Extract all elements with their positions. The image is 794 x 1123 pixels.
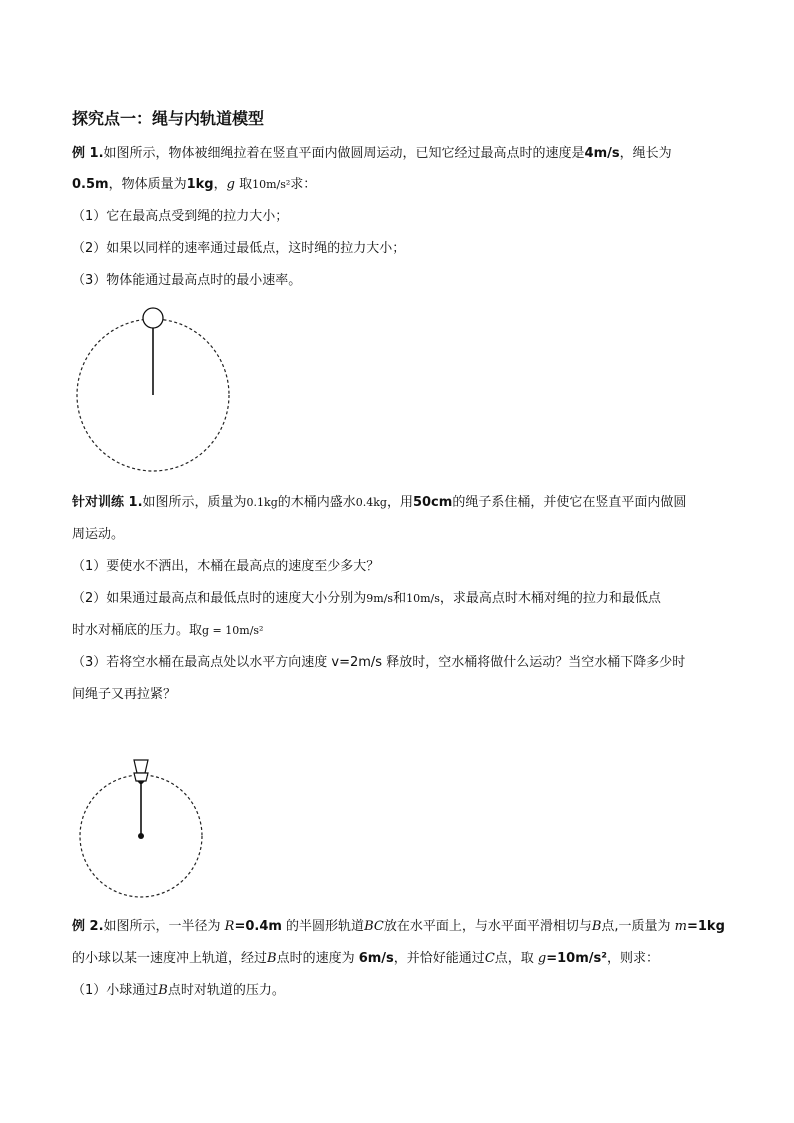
water-mass-value: 0.4kg xyxy=(355,496,387,509)
training-1-question-3: （3）若将空水桶在最高点处以水平方向速度 v=2m/s 释放时，空水桶将做什么运动？当空水桶下降多少时 xyxy=(72,655,686,670)
text: 的绳子系住桶，并使它在竖直平面内做圆 xyxy=(452,495,687,510)
text: 和 xyxy=(393,591,407,606)
example-2-line-2 xyxy=(72,950,659,968)
text: ，则求： xyxy=(606,951,659,966)
top-speed-value: 9m/s xyxy=(366,592,394,605)
speed-value: 6m/s xyxy=(358,951,394,966)
bottom-speed-value: 10m/s xyxy=(406,592,440,605)
rope-length-value: 50cm xyxy=(412,495,453,510)
example-2-label: 例 2. xyxy=(72,919,104,934)
g-symbol: g xyxy=(226,177,235,192)
text: 点，取 xyxy=(494,951,538,966)
text: 求： xyxy=(290,177,317,192)
g-value: =10m/s² xyxy=(546,951,607,966)
ball xyxy=(143,308,163,328)
figure-rope-circle xyxy=(72,302,242,477)
text: 的小球以某一速度冲上轨道，经过 xyxy=(72,951,268,966)
example-1-question-1: （1）它在最高点受到绳的拉力大小； xyxy=(72,209,289,224)
point-b-symbol: B xyxy=(158,983,168,998)
text: 点时对轨道的压力。 xyxy=(167,983,285,998)
point-c-symbol: C xyxy=(484,951,495,966)
g-value: g = 10m/s² xyxy=(202,624,264,637)
text: ， xyxy=(213,177,227,192)
g-symbol: g xyxy=(537,951,547,966)
text: 取 xyxy=(234,177,253,192)
training-1-label: 针对训练 1. xyxy=(72,495,143,510)
example-1-line-1 xyxy=(72,145,672,163)
example-1-label: 例 1. xyxy=(72,146,104,161)
text: （2）如果通过最高点和最低点时的速度大小分别为 xyxy=(72,591,367,606)
pivot-dot xyxy=(138,833,144,839)
bucket-mass-value: 0.1kg xyxy=(246,496,278,509)
text: 的木桶内盛水 xyxy=(277,495,356,510)
training-1-line-1 xyxy=(72,494,686,512)
example-2-question-1 xyxy=(72,982,285,1000)
section-title: 探究点一：绳与内轨道模型 xyxy=(72,109,265,128)
mass-symbol: m xyxy=(674,919,687,934)
point-b-symbol: B xyxy=(591,919,602,934)
bucket-icon xyxy=(134,760,148,784)
mass-value: 1kg xyxy=(186,177,214,192)
training-1-question-2-line-2 xyxy=(72,622,263,640)
rope-length-value: 0.5m xyxy=(72,177,109,192)
track-symbol: BC xyxy=(364,919,384,934)
text: ，求最高点时木桶对绳的拉力和最低点 xyxy=(439,591,661,606)
text: 的半圆形轨道 xyxy=(281,919,365,934)
g-value: 10m/s² xyxy=(252,178,291,191)
training-1-question-2 xyxy=(72,590,661,608)
figure-bucket-circle xyxy=(76,756,216,901)
text: 点时的速度为 xyxy=(276,951,359,966)
radius-value: =0.4m xyxy=(234,919,282,934)
text: ，并恰好能通过 xyxy=(393,951,485,966)
speed-value: 4m/s xyxy=(584,146,620,161)
point-b-symbol: B xyxy=(267,951,277,966)
training-1-question-1: （1）要使水不洒出，木桶在最高点的速度至少多大？ xyxy=(72,559,380,574)
example-2-line-1 xyxy=(72,918,725,936)
example-1-question-3: （3）物体能通过最高点时的最小速率。 xyxy=(72,273,302,288)
text: 如图所示，物体被细绳拉着在竖直平面内做圆周运动，已知它经过最高点时的速度是 xyxy=(103,146,585,161)
text: 点,一质量为 xyxy=(601,919,675,934)
training-1-line-2: 周运动。 xyxy=(72,527,125,542)
text: 时水对桶底的压力。取 xyxy=(72,623,203,638)
example-1-line-2 xyxy=(72,176,316,194)
radius-symbol: R xyxy=(224,919,235,934)
example-1-question-2: （2）如果以同样的速率通过最低点，这时绳的拉力大小； xyxy=(72,241,406,256)
mass-value: =1kg xyxy=(686,919,725,934)
text: （1）小球通过 xyxy=(72,983,159,998)
text: 放在水平面上，与水平面平滑相切与 xyxy=(383,919,592,934)
text: ，物体质量为 xyxy=(108,177,187,192)
text: ，绳长为 xyxy=(619,146,672,161)
training-1-question-3-line-2: 间绳子又再拉紧？ xyxy=(72,687,177,702)
text: ，用 xyxy=(386,495,413,510)
text: 如图所示，一半径为 xyxy=(103,919,225,934)
text: 如图所示，质量为 xyxy=(142,495,247,510)
